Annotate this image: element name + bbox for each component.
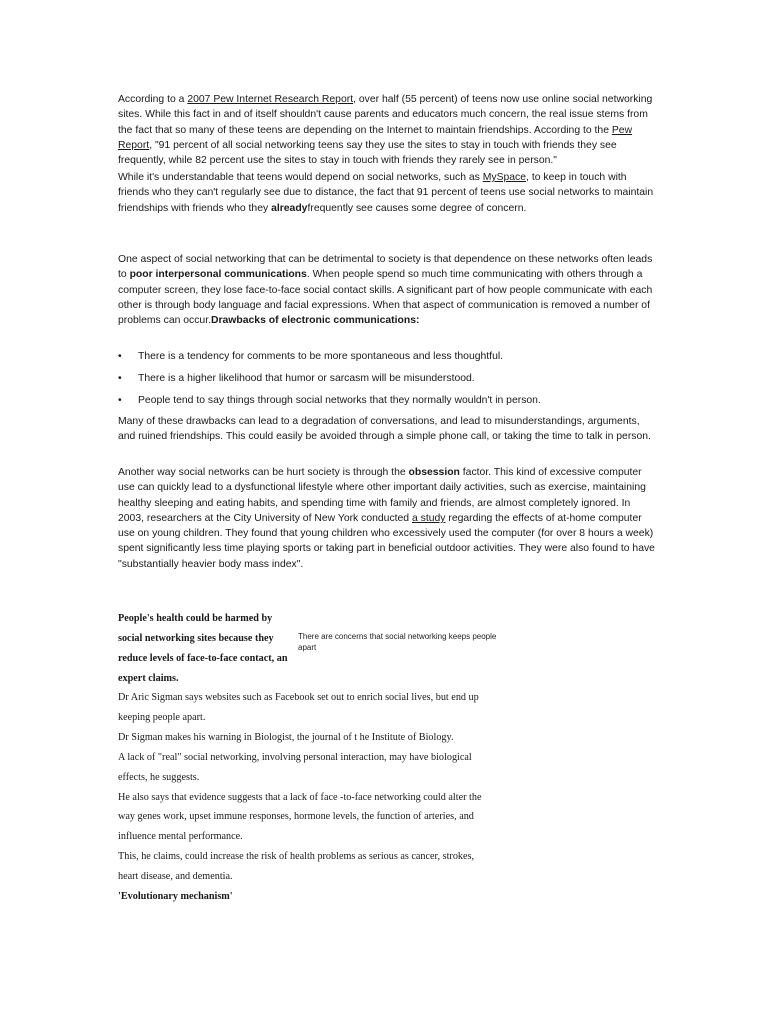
paragraph-degradation: Many of these drawbacks can lead to a degradation of conversations, and lead to misunderstandings, arguments, and ruined friendships. This could easily be avoided through a simple phone call, or taking the time to talk in person. [118, 416, 651, 443]
link-a-study[interactable]: a study [411, 512, 446, 524]
paragraph-myspace [118, 170, 658, 216]
article-line: keeping people apart. [118, 711, 206, 723]
article-line: He also says that evidence suggests that a lack of face -to-face networking could alter the [118, 791, 482, 803]
headline-line: expert claims. [118, 672, 179, 684]
bold-heading: Drawbacks of electronic communications: [210, 315, 420, 327]
drawbacks-list [118, 349, 658, 415]
link-pew-report[interactable]: Pew Report [118, 124, 633, 151]
bold-text: already [271, 202, 308, 214]
headline-line: social networking sites because they [118, 632, 274, 644]
article-line: heart disease, and dementia. [118, 871, 233, 883]
text: , over half (55 percent) of teens now use online social networking sites. While this fact in and of itself shouldn't cause parents and educators much concern, the real issue stems from the fact that so many of these teens are depending on the Internet to maintain friendships. According to the [118, 94, 653, 136]
list-item: • There is a higher likelihood that humor or sarcasm will be misunderstood. [118, 371, 658, 393]
paragraph-pew-report [118, 92, 658, 168]
article-subheading: 'Evolutionary mechanism' [118, 891, 233, 903]
article-line: Dr Aric Sigman says websites such as Facebook set out to enrich social lives, but end up [118, 692, 479, 703]
text: factor. This kind of excessive computer use can quickly lead to a dysfunctional lifestyle where other important daily activities, such as exercise, maintaining healthy sleeping and eating habits, and spending time with family and friends, are almost completely ignored. In 2003, researchers at the City University of New York conducted [118, 467, 646, 524]
image-caption: There are concerns that social networking keeps people apart [298, 632, 497, 652]
paragraph-interpersonal [118, 252, 658, 328]
list-item: • People tend to say things through social networks that they normally wouldn't in person. [118, 393, 658, 415]
headline-line: reduce levels of face-to-face contact, an [118, 652, 288, 664]
link-2007-pew-report[interactable]: 2007 Pew Internet Research Report [187, 94, 354, 105]
list-item: • There is a tendency for comments to be more spontaneous and less thoughtful. [118, 349, 658, 371]
headline-line: People's health could be harmed by [118, 613, 273, 624]
article-body [118, 688, 498, 907]
bold-text: poor interpersonal communications [129, 269, 307, 281]
paragraph-obsession [118, 465, 658, 572]
link-myspace[interactable]: MySpace [482, 172, 527, 183]
article-line: A lack of "real" social networking, involving personal interaction, may have biological [118, 751, 472, 763]
text: Another way social networks can be hurt society is through the [118, 467, 409, 478]
text: regarding the effects of at-home computer use on young children. They found that young children who excessively used the computer (for over 8 hours a week) spent significantly less time playing sports or taking part in beneficial outdoor activities. They were also found to have "substantially heavier body mass index". [118, 512, 655, 570]
text: , "91 percent of all social networking teens say they use the sites to stay in touch with friends they see frequently, while 82 percent use the sites to stay in touch with friends they rarely see in person." [118, 139, 617, 167]
article-line: way genes work, upset immune responses, hormone levels, the function of arteries, and [118, 811, 474, 823]
article-line: Dr Sigman makes his warning in Biologist, the journal of t he Institute of Biology. [118, 731, 454, 743]
article-line: This, he claims, could increase the risk of health problems as serious as cancer, strokes, [118, 851, 475, 863]
bold-text: obsession [408, 467, 460, 478]
article-headline [118, 609, 308, 689]
text: , to keep in touch with friends who they can't regularly see due to distance, the fact that 91 percent of teens use social networks to maintain friendships with friends who they [118, 172, 654, 214]
text: One aspect of social networking that can be detrimental to society is that dependence on these networks often leads to [118, 254, 653, 281]
article-line: influence mental performance. [118, 831, 243, 843]
article-line: effects, he suggests. [118, 771, 200, 783]
text: . When people spend so much time communicating with others through a computer screen, they lose face-to-face social contact skills. A significant part of how people communicate with each other is through body language and facial expressions. When that aspect of communication is removed a number of problems can occur. [118, 269, 653, 327]
text: According to a [118, 94, 188, 105]
text: While it's understandable that teens would depend on social networks, such as [118, 172, 483, 183]
text: frequently see causes some degree of concern. [307, 202, 527, 214]
